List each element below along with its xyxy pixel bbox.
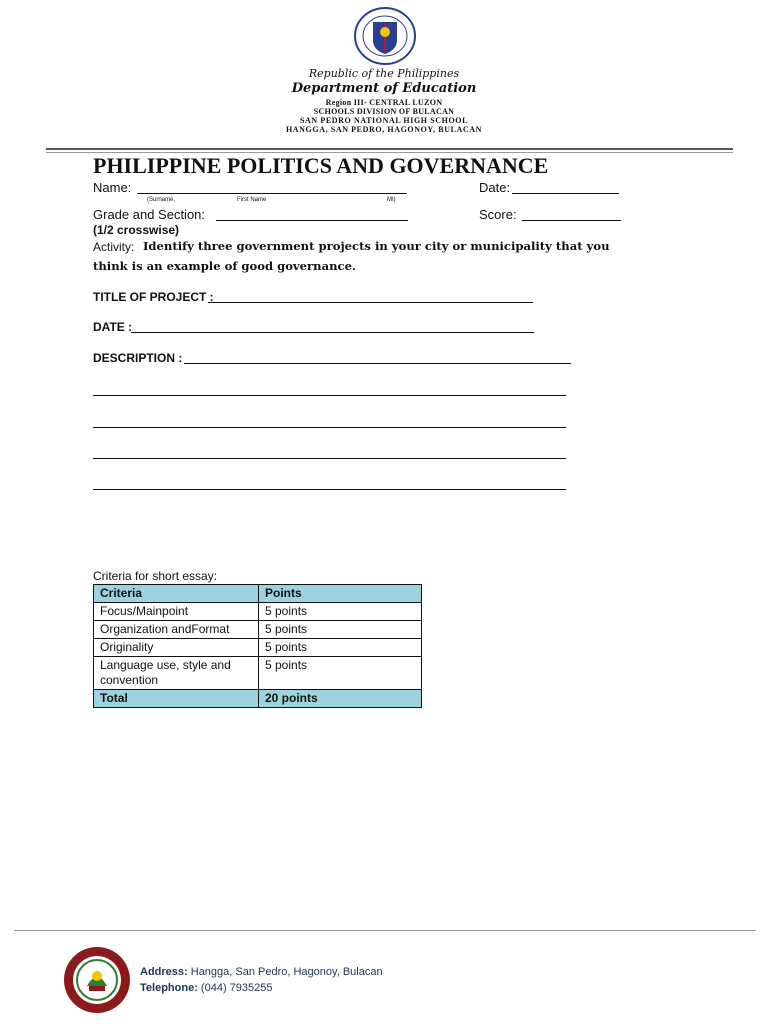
score-field[interactable] xyxy=(522,220,621,221)
criteria-cell: Focus/Mainpoint xyxy=(94,603,259,621)
address-label: Address: xyxy=(140,966,188,978)
school-line: SAN PEDRO NATIONAL HIGH SCHOOL xyxy=(299,116,469,125)
header-points: Points xyxy=(259,585,422,603)
project-title-label: TITLE OF PROJECT : xyxy=(93,290,214,304)
description-line[interactable] xyxy=(93,489,566,490)
criteria-caption: Criteria for short essay: xyxy=(93,569,218,583)
republic-line: Republic of the Philippines xyxy=(308,67,460,80)
footer-divider xyxy=(14,930,756,931)
name-hint-mi: MI) xyxy=(387,197,396,203)
deped-seal xyxy=(353,6,417,66)
project-date-field[interactable] xyxy=(131,332,534,333)
description-line[interactable] xyxy=(93,427,566,428)
activity-text-2: think is an example of good governance. xyxy=(93,259,356,273)
points-cell: 5 points xyxy=(259,621,422,639)
school-logo xyxy=(63,946,131,1014)
description-line[interactable] xyxy=(93,458,566,459)
table-row xyxy=(94,657,422,690)
telephone-label: Telephone: xyxy=(140,982,198,994)
address-value: Hangga, San Pedro, Hagonoy, Bulacan xyxy=(190,966,383,978)
points-cell: 5 points xyxy=(259,603,422,621)
table-header-row xyxy=(94,585,422,603)
project-date-label: DATE : xyxy=(93,320,133,334)
criteria-cell: Originality xyxy=(94,639,259,657)
total-points: 20 points xyxy=(259,690,422,708)
name-field[interactable] xyxy=(137,193,407,194)
description-label: DESCRIPTION : xyxy=(93,351,183,365)
date-field[interactable] xyxy=(512,193,619,194)
date-label: Date: xyxy=(479,180,511,195)
activity-label: Activity: xyxy=(93,240,135,254)
table-row xyxy=(94,603,422,621)
department-line: Department of Education xyxy=(291,81,477,96)
description-line[interactable] xyxy=(93,395,566,396)
grade-section-field[interactable] xyxy=(216,220,408,221)
footer-address xyxy=(140,966,383,978)
grade-section-label: Grade and Section: xyxy=(93,207,206,222)
points-cell: 5 points xyxy=(259,639,422,657)
name-label: Name: xyxy=(93,180,132,195)
score-label: Score: xyxy=(479,207,517,222)
table-row xyxy=(94,639,422,657)
footer-telephone xyxy=(140,982,272,994)
header-criteria: Criteria xyxy=(94,585,259,603)
name-hint-surname: (Surname, xyxy=(147,197,176,203)
name-hint-first: First Name xyxy=(237,197,267,203)
table-row xyxy=(94,621,422,639)
page-title: PHILIPPINE POLITICS AND GOVERNANCE xyxy=(93,153,549,178)
description-field[interactable] xyxy=(184,363,571,364)
telephone-value: (044) 7935255 xyxy=(200,982,273,994)
criteria-cell: Organization andFormat xyxy=(94,621,259,639)
header-divider xyxy=(46,148,733,150)
table-total-row xyxy=(94,690,422,708)
activity-text-1: Identify three government projects in your city or municipality that you xyxy=(143,239,610,253)
paper-note: (1/2 crosswise) xyxy=(93,223,180,237)
division-line: SCHOOLS DIVISION OF BULACAN xyxy=(313,107,455,116)
criteria-table xyxy=(93,584,422,708)
total-label: Total xyxy=(94,690,259,708)
criteria-cell: Language use, style and convention xyxy=(94,657,259,690)
location-line: HANGGA, SAN PEDRO, HAGONOY, BULACAN xyxy=(285,125,483,134)
project-title-field[interactable] xyxy=(208,302,533,303)
points-cell: 5 points xyxy=(259,657,422,690)
region-line: Region III- CENTRAL LUZON xyxy=(325,98,443,107)
